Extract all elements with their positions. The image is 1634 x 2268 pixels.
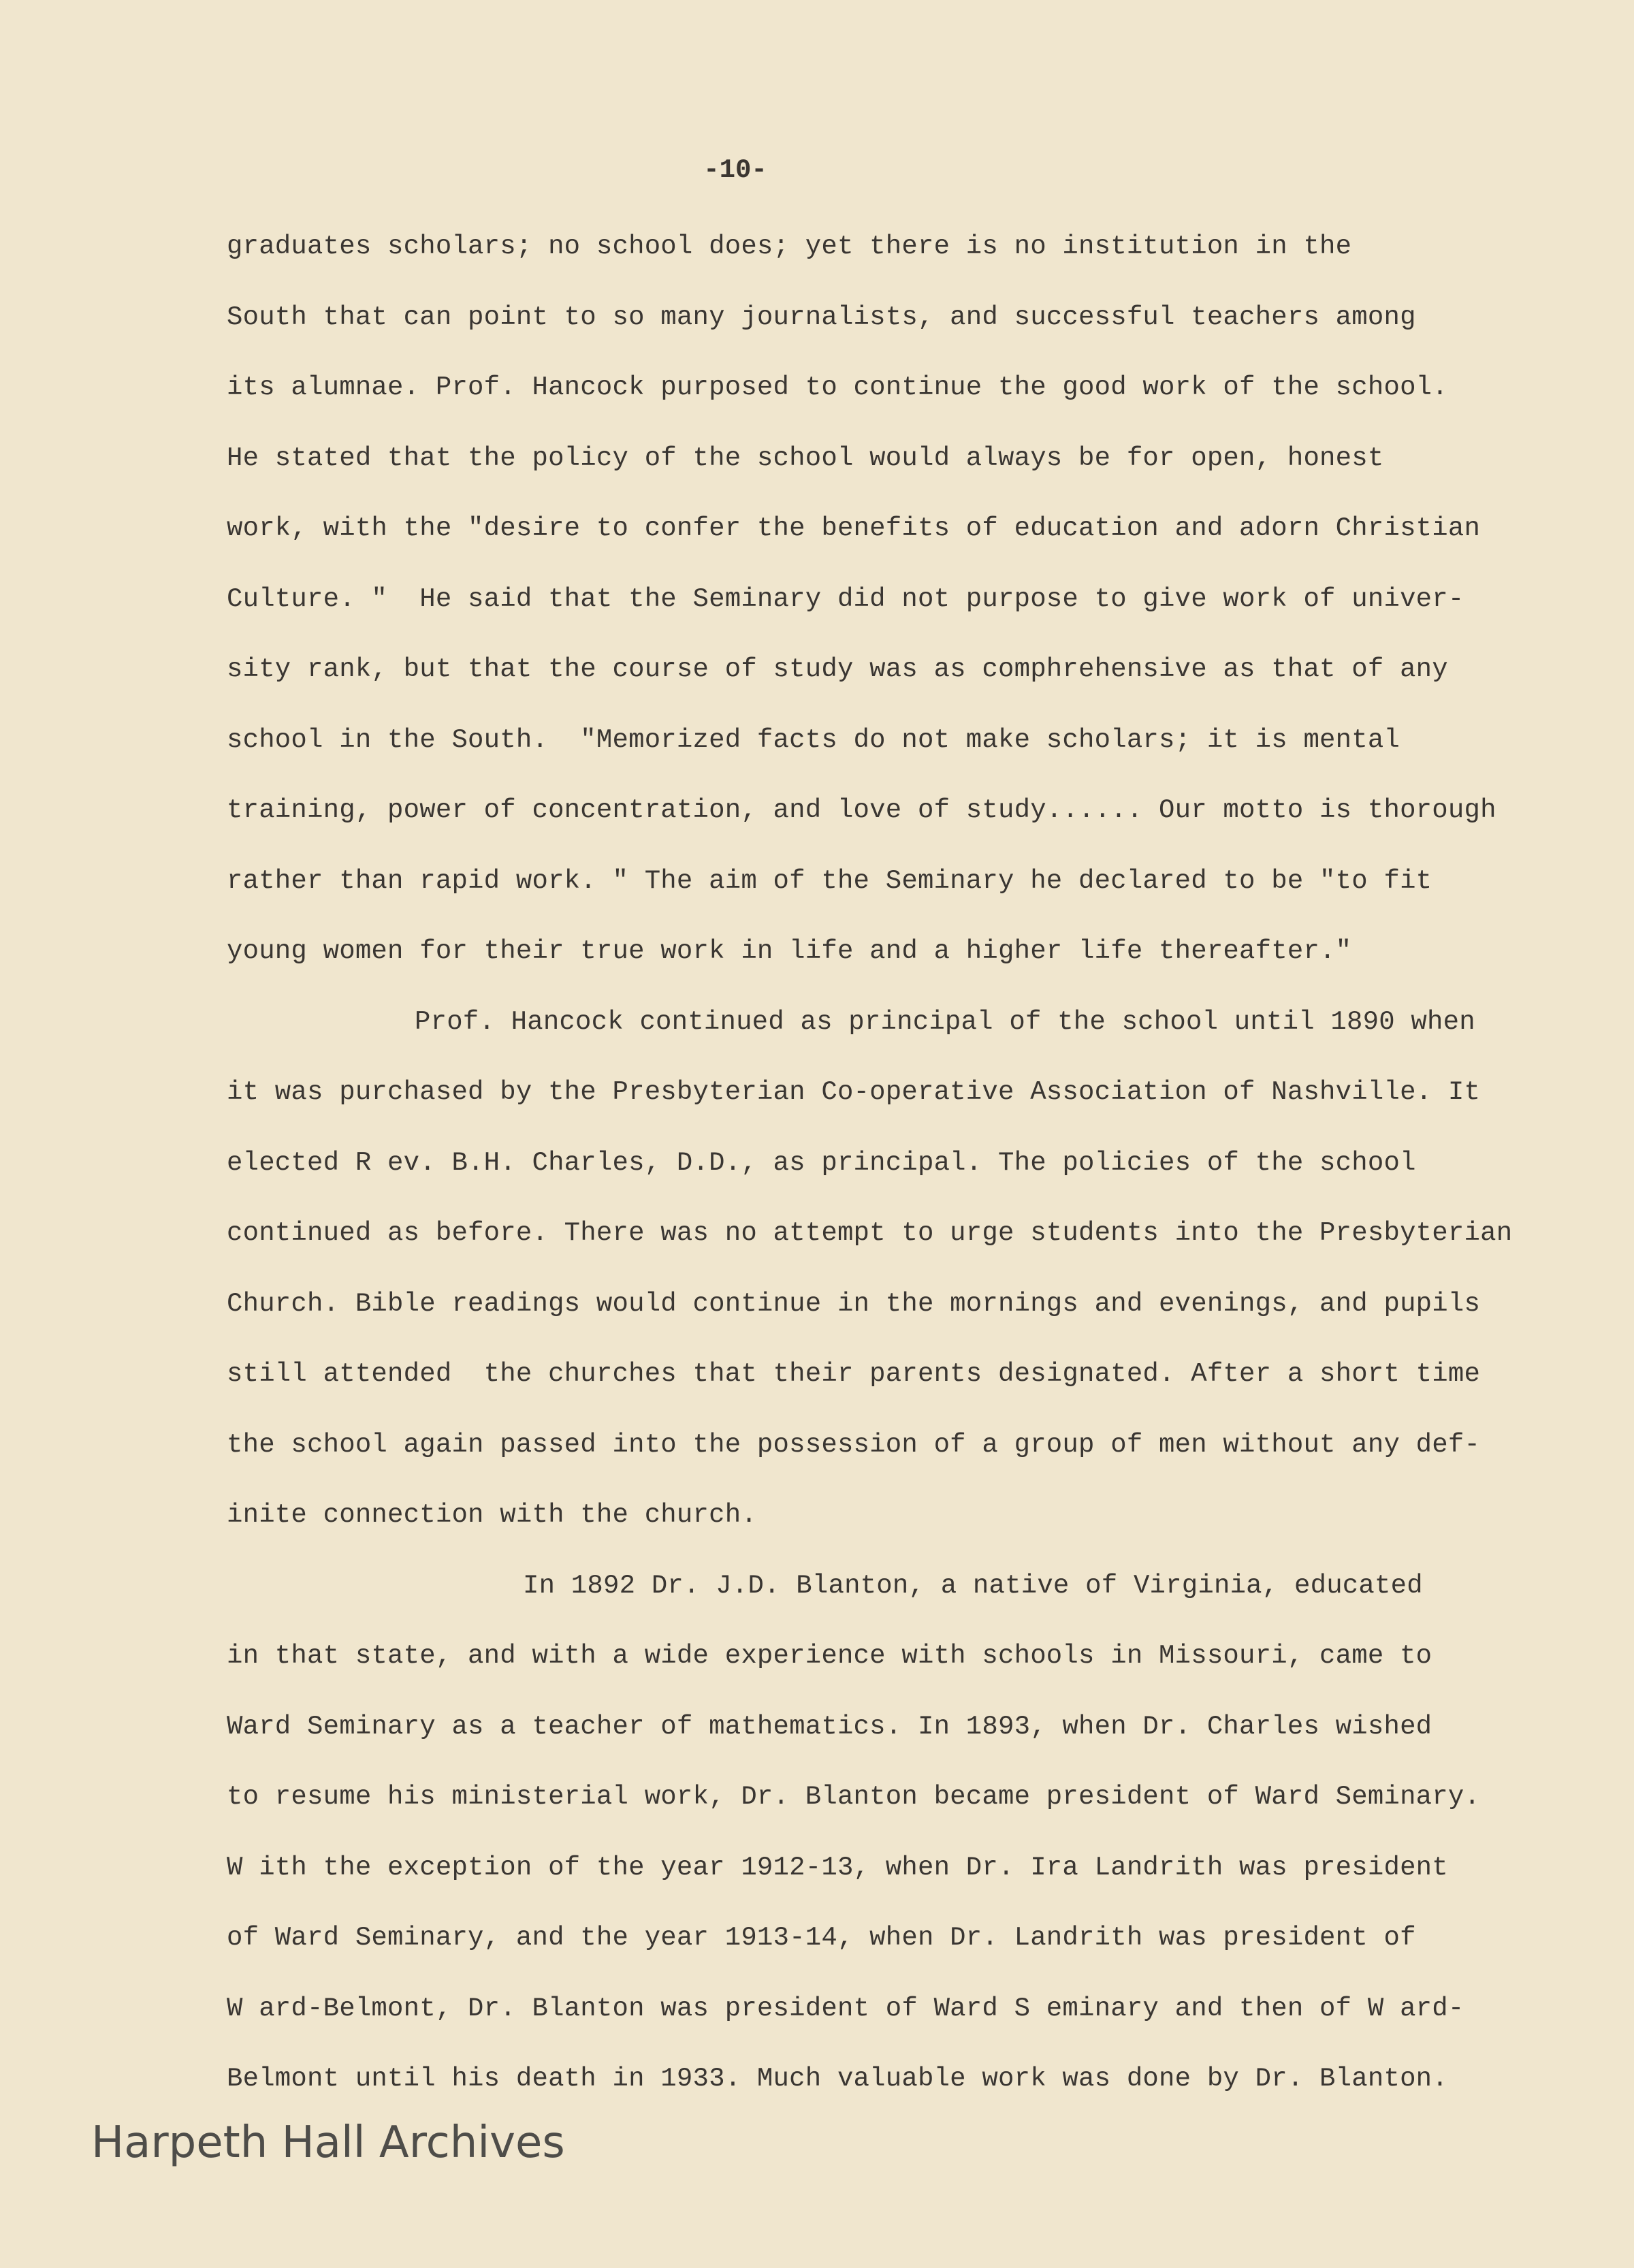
- text-line: still attended the churches that their parents designated. After a short time: [227, 1359, 1481, 1389]
- text-line: rather than rapid work. " The aim of the Seminary he declared to be "to fit: [227, 865, 1432, 896]
- text-line: Prof. Hancock continued as principal of the school until 1890 when: [415, 1006, 1475, 1037]
- text-line: sity rank, but that the course of study was as comphrehensive as that of any: [227, 654, 1448, 684]
- text-line: Church. Bible readings would continue in the mornings and evenings, and pupils: [227, 1288, 1481, 1319]
- text-line: In 1892 Dr. J.D. Blanton, a native of Virginia, educated: [523, 1570, 1423, 1601]
- text-line: school in the South. "Memorized facts do not make scholars; it is mental: [227, 724, 1400, 755]
- text-line: elected R ev. B.H. Charles, D.D., as principal. The policies of the school: [227, 1147, 1416, 1178]
- archive-watermark: Harpeth Hall Archives: [91, 2118, 565, 2168]
- text-line: He stated that the policy of the school would always be for open, honest: [227, 443, 1384, 473]
- text-line: training, power of concentration, and love of study...... Our motto is thorough: [227, 795, 1496, 825]
- body-text: [227, 226, 1622, 2129]
- text-line: in that state, and with a wide experience with schools in Missouri, came to: [227, 1641, 1432, 1671]
- text-line: inite connection with the church.: [227, 1500, 757, 1530]
- text-line: its alumnae. Prof. Hancock purposed to continue the good work of the school.: [227, 372, 1448, 402]
- text-line: it was purchased by the Presbyterian Co-operative Association of Nashville. It: [227, 1077, 1481, 1107]
- text-line: work, with the "desire to confer the benefits of education and adorn Christian: [227, 513, 1481, 543]
- text-line: Belmont until his death in 1933. Much valuable work was done by Dr. Blanton.: [227, 2064, 1448, 2094]
- text-line: of Ward Seminary, and the year 1913-14, when Dr. Landrith was president of: [227, 1923, 1416, 1953]
- page-number: -10-: [703, 155, 767, 185]
- text-line: Culture. " He said that the Seminary did not purpose to give work of univer-: [227, 584, 1464, 614]
- text-line: to resume his ministerial work, Dr. Blanton became president of Ward Seminary.: [227, 1782, 1481, 1812]
- text-line: continued as before. There was no attempt to urge students into the Presbyterian: [227, 1218, 1513, 1248]
- text-line: graduates scholars; no school does; yet there is no institution in the: [227, 231, 1352, 261]
- text-line: W ith the exception of the year 1912-13, when Dr. Ira Landrith was president: [227, 1852, 1448, 1883]
- text-line: W ard-Belmont, Dr. Blanton was president of Ward S eminary and then of W ard-: [227, 1993, 1464, 2024]
- text-line: young women for their true work in life and a higher life thereafter.": [227, 936, 1352, 966]
- text-line: Ward Seminary as a teacher of mathematics. In 1893, when Dr. Charles wished: [227, 1711, 1432, 1742]
- text-line: South that can point to so many journalists, and successful teachers among: [227, 302, 1416, 332]
- text-line: the school again passed into the possession of a group of men without any def-: [227, 1429, 1481, 1460]
